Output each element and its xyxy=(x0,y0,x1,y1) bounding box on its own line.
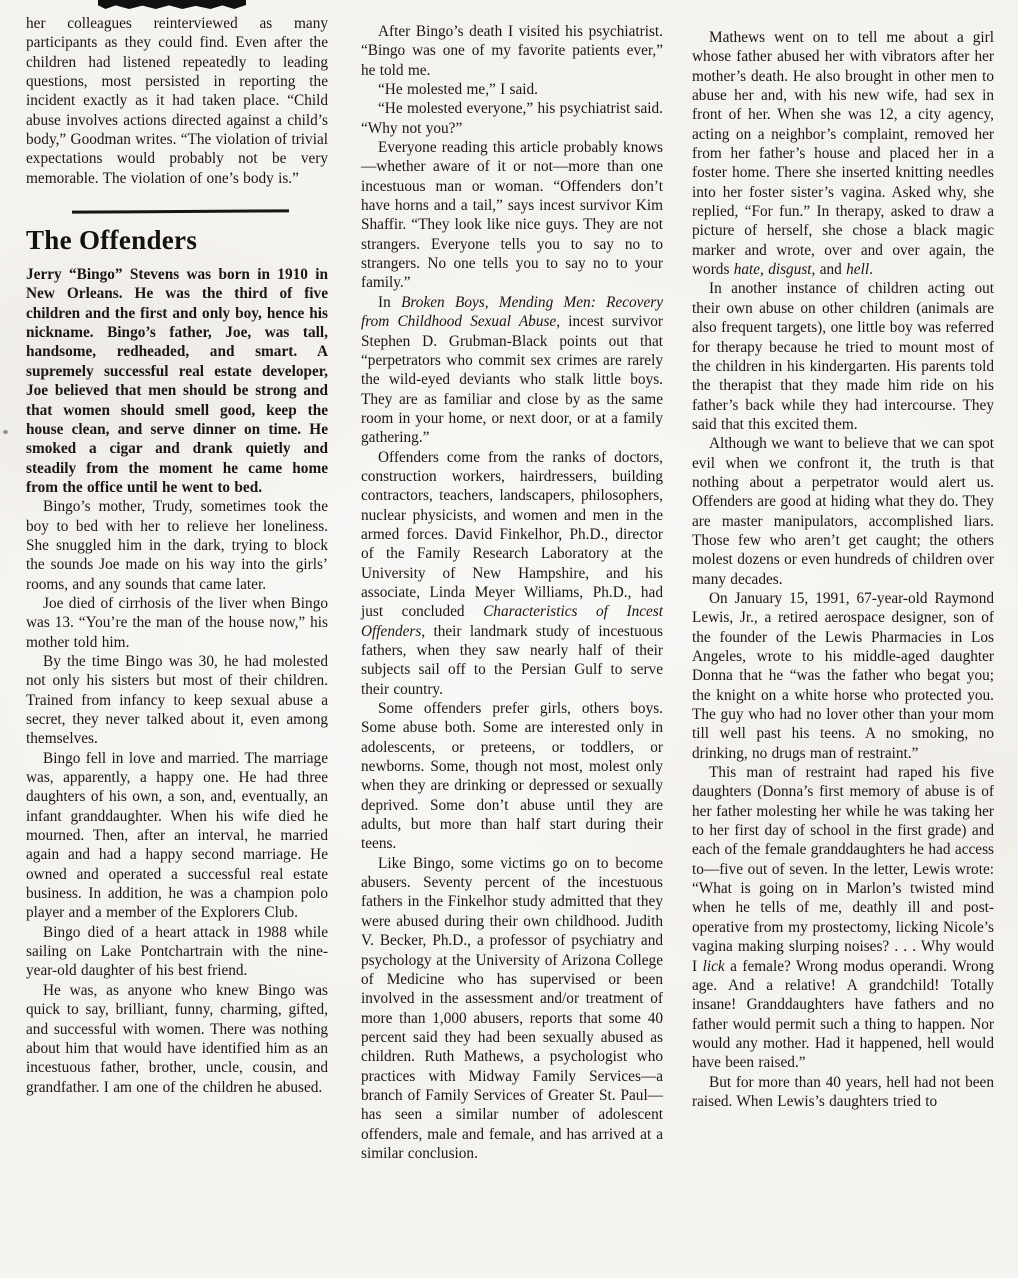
text-run: Bingo fell in love and married. The marriage was, apparently, a happy one. He had three daughters of his own, a son, and, eventually, an infant granddaughter. When his wife died he mourned. Then, after an interval, he married again and had a happy second marriage. He owned and operated a successful real estate business. In addition, he was a champion polo player and a member of the Explorers Club. xyxy=(26,749,328,922)
scan-artifact xyxy=(3,430,8,434)
text-run: Like Bingo, some victims go on to become abusers. Seventy percent of the incestuous fathers in the Finkelhor study admitted that they were abused during their own childhood. Judith V. Becker, Ph.D., a professor of psychiatry and psychology at the University of Arizona College of Medicine who has supervised or been involved in the assessment and/or treatment of more than 1,000 abusers, reports that some 40 percent said they had been sexually abused as children. Ruth Mathews, a psychologist who practices with Midway Family Services—a branch of Family Services of Greater St. Paul—has seen a similar number of adolescent offenders, male and female, and has arrived at a similar conclusion. xyxy=(361,854,663,1162)
text-run: Although we want to believe that we can spot evil when we confront it, the truth is that nothing about a perpetrator would alert us. Offenders are good at hiding what they do. They are master manipulators, accomplished liars. Those few who aren’t get caught; the others molest dozens or even hundreds of children over many decades. xyxy=(692,435,994,588)
paragraph xyxy=(26,749,328,923)
italic-text-run: hate, disgust, xyxy=(733,261,816,279)
text-run: “He molested me,” I said. xyxy=(378,81,539,99)
paragraph xyxy=(692,1073,994,1112)
text-column-right xyxy=(692,28,994,1111)
paragraph xyxy=(361,22,663,80)
text-run: Some offenders prefer girls, others boys. Some abuse both. Some are interested only in adolescents, or preteens, or toddlers, or newborns. Some, though not most, molest only when they are drinking or depressed or sexually deprived. Some don’t abuse until they are adults, but more than half start during their teens. xyxy=(361,700,663,853)
paragraph xyxy=(361,699,663,854)
text-run: Jerry “Bingo” Stevens was born in 1910 in New Orleans. He was the third of five children and the first and only boy, hence his nickname. Bingo’s father, Joe, was tall, handsome, redheaded, and smart. A supremely successful real estate developer, Joe believed that men should be strong and that women should smell good, keep the house clean, and serve dinner on time. He smoked a cigar and drank quietly and steadily from the moment he came home from the office until he went to bed. xyxy=(26,266,328,496)
italic-text-run: Broken Boys, Mending Men: Recovery from Childhood Sexual Abuse xyxy=(361,293,663,331)
text-run: Offenders come from the ranks of doctors, construction workers, hairdressers, building contractors, teachers, landscapers, philosophers, nuclear physicists, and women and men in the armed forces. David Finkelhor, Ph.D., director of the Family Research Laboratory at the University of New Hampshire, and his associate, Linda Meyer Williams, Ph.D., had just concluded xyxy=(361,448,663,621)
paragraph xyxy=(692,279,994,434)
paragraph xyxy=(361,854,663,1164)
paragraph xyxy=(26,981,328,1097)
text-run: , their landmark study of incestuous fathers, when they saw nearly half of their subjects sail off to the Persian Gulf to serve their country. xyxy=(361,622,663,698)
text-run: , incest survivor Stephen D. Grubman-Black points out that “perpetrators who commit sex crimes are rarely the wild-eyed deviants who stalk little boys. They are as familiar and close by as the same room in your home, or next door, or at a family gathering.” xyxy=(361,313,664,447)
paragraph xyxy=(361,448,663,699)
paragraph xyxy=(361,293,663,448)
text-run: . xyxy=(869,261,873,279)
paragraph xyxy=(692,589,994,763)
text-run: “He molested everyone,” his psychiatrist said. “Why not you?” xyxy=(361,100,663,137)
italic-text-run: hell xyxy=(846,261,870,279)
text-run: On January 15, 1991, 67-year-old Raymond Lewis, Jr., a retired aerospace designer, son of the founder of the Lewis Pharmacies in Los Angeles, wrote to his middle-aged daughter Donna that he “was the father who begat you; the knight on a white horse who protected you. The guy who had no lover other than your mom till well past his teens. A no smoking, no drinking, no drugs man of restraint.” xyxy=(692,589,994,762)
text-run: Bingo’s mother, Trudy, sometimes took the boy to bed with her to relieve her loneliness. She snuggled him in the dark, trying to block the sounds Joe made on his way into the girls’ rooms, and any sounds that came later. xyxy=(26,498,328,593)
section-heading: The Offenders xyxy=(26,225,198,256)
section-divider-rule xyxy=(72,209,289,213)
paragraph xyxy=(26,594,328,652)
paragraph xyxy=(361,80,663,99)
text-column-left xyxy=(26,14,328,1097)
text-run: Bingo died of a heart attack in 1988 while sailing on Lake Pontchartrain with the nine-year-old daughter of his best friend. xyxy=(26,923,328,980)
text-run: a female? Wrong modus operandi. Wrong age. And a relative! A grandchild! Totally insane! Granddaughters have fathers and no father would permit such a thing to happen. Nor would any mother. Had it happened, hell would have been raised.” xyxy=(692,957,995,1072)
paragraph xyxy=(361,138,663,293)
italic-text-run: lick xyxy=(702,957,725,975)
text-run: her colleagues reinterviewed as many participants as they could find. Even after the children had listened repeatedly to leading questions, most persisted in reporting the incident exactly as it had taken place. “Child abuse involves actions directed against a child’s body,” Goodman writes. “The violation of trivial expectations would probably not be very memorable. The violation of one’s body is.” xyxy=(26,15,328,187)
paragraph xyxy=(26,923,328,981)
text-run: and xyxy=(815,261,847,279)
text-run: But for more than 40 years, hell had not been raised. When Lewis’s daughters tried to xyxy=(692,1073,994,1110)
text-run: He was, as anyone who knew Bingo was quick to say, brilliant, funny, charming, gifted, and successful with women. There was nothing about him that would have identified him as an incestuous father, brother, uncle, cousin, and grandfather. I am one of the children he abused. xyxy=(26,981,328,1096)
text-run: In xyxy=(378,293,402,311)
paragraph xyxy=(692,434,994,589)
paragraph xyxy=(692,28,994,279)
cropped-running-head-fragment xyxy=(98,0,246,9)
paragraph xyxy=(26,14,328,188)
italic-text-run: Characteristics of Incest Offenders xyxy=(361,603,663,640)
text-run: This man of restraint had raped his five daughters (Donna’s first memory of abuse is of her father molesting her while he was taking her to her first day of school in the first grade) and each of the female granddaughters he had access to—five out of seven. In the letter, Lewis wrote: “What is going on in Marlon’s twisted mind when he tells of me, deathly ill and post-operative from my prostectomy, licking Nicole’s vagina making slurping noises? . . . Why would I xyxy=(692,764,994,975)
text-run: In another instance of children acting out their own abuse on other children (animals are also frequent targets), one little boy was referred for therapy because he tried to mount most of the children in his kindergarten. His parents told the therapist that they made him ride on his father’s back while they had intercourse. They said that this excited them. xyxy=(692,280,994,433)
paragraph xyxy=(26,652,328,749)
text-run: After Bingo’s death I visited his psychiatrist. “Bingo was one of my favorite patients ever,” he told me. xyxy=(361,23,663,79)
paragraph xyxy=(361,99,663,138)
text-run: By the time Bingo was 30, he had molested not only his sisters but most of their children. Trained from infancy to keep sexual abuse a secret, they never talked about it, even among themselves. xyxy=(26,652,328,748)
paragraph xyxy=(26,265,328,497)
text-run: Everyone reading this article probably knows—whether aware of it or not—more than one incestuous man or woman. “Offenders don’t have horns and a tail,” says incest survivor Kim Shaffir. “They look like nice guys. They are not strangers. Everyone tells you to say no to strangers. No one tells you to say no to your family.” xyxy=(361,139,663,292)
paragraph xyxy=(26,497,328,594)
text-column-middle xyxy=(361,22,663,1163)
text-run: Mathews went on to tell me about a girl whose father abused her with vibrators after her mother’s death. He also brought in other men to abuse her and, with his new wife, had sex in front of her. When she was 12, a city agency, acting on a neighbor’s complaint, removed her from her father’s house and placed her in a foster home. There she inserted knitting needles into her foster sister’s vagina. Asked why, she replied, “For fun.” In therapy, asked to draw a picture of herself, she chose a black magic marker and wrote, over and over again, the words xyxy=(692,29,994,279)
paragraph xyxy=(692,763,994,1073)
text-run: Joe died of cirrhosis of the liver when Bingo was 13. “You’re the man of the house now,” his mother told him. xyxy=(26,594,328,651)
